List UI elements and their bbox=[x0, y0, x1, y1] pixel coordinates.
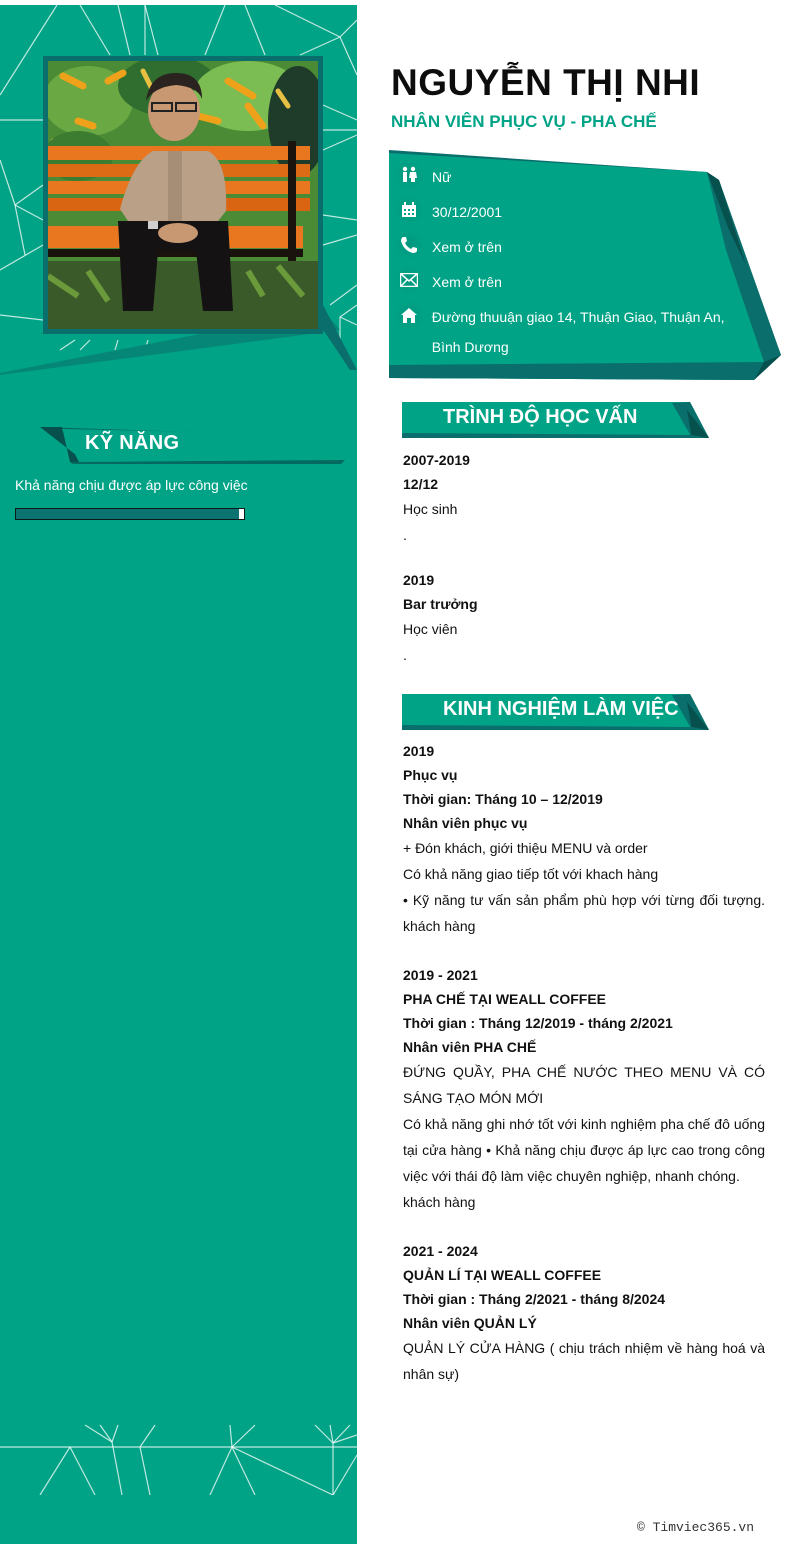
education-entry-2 bbox=[403, 568, 765, 668]
copyright-footer[interactable]: © Timviec365.vn bbox=[637, 1520, 755, 1535]
gender-icon bbox=[394, 160, 424, 190]
photo-illustration bbox=[48, 61, 318, 329]
skill-label: Khả năng chịu được áp lực công việc bbox=[15, 477, 248, 493]
contact-phone bbox=[389, 232, 729, 267]
education-degree: 12/12 bbox=[403, 476, 439, 492]
experience-period: 2021 - 2024 bbox=[403, 1243, 478, 1259]
experience-detail: • Kỹ năng tư vấn sản phẩm phù hợp với từng đối tượng. khách hàng bbox=[403, 892, 765, 934]
phone-icon bbox=[394, 230, 424, 260]
experience-title: KINH NGHIỆM LÀM VIỆC bbox=[443, 698, 679, 720]
profile-photo-frame bbox=[43, 56, 323, 334]
experience-entry-3 bbox=[403, 1239, 765, 1387]
experience-company: QUẢN LÍ TẠI WEALL COFFEE bbox=[403, 1267, 602, 1283]
experience-time: Thời gian : Tháng 12/2019 - tháng 2/2021 bbox=[403, 1015, 673, 1031]
experience-entry-1 bbox=[403, 739, 765, 939]
geometric-pattern-bottom bbox=[0, 1415, 357, 1495]
education-title: TRÌNH ĐỘ HỌC VẤN bbox=[443, 406, 638, 428]
contact-phone-value[interactable]: Xem ở trên bbox=[432, 239, 502, 255]
experience-period: 2019 bbox=[403, 743, 435, 759]
contact-gender bbox=[389, 162, 729, 197]
education-note: . bbox=[403, 527, 407, 543]
experience-period: 2019 - 2021 bbox=[403, 967, 478, 983]
experience-detail: Có khả năng giao tiếp tốt với khach hàng bbox=[403, 866, 659, 882]
experience-position: Nhân viên QUẢN LÝ bbox=[403, 1315, 537, 1331]
experience-entry-2 bbox=[403, 963, 765, 1215]
contact-birthday-value: 30/12/2001 bbox=[432, 204, 503, 220]
experience-position: Nhân viên PHA CHẾ bbox=[403, 1039, 537, 1055]
contact-address-value: Đường thuuận giao 14, Thuận Giao, Thuận An, Bình Dương bbox=[431, 309, 725, 355]
education-role: Học viên bbox=[403, 621, 458, 637]
contact-email-value[interactable]: Xem ở trên bbox=[432, 274, 502, 290]
experience-detail: khách hàng bbox=[403, 1194, 476, 1210]
contact-info-panel bbox=[389, 150, 781, 382]
experience-detail: + Đón khách, giới thiệu MENU và order bbox=[403, 840, 648, 856]
job-title: NHÂN VIÊN PHỤC VỤ - PHA CHẾ bbox=[391, 112, 657, 131]
experience-detail: QUẢN LÝ CỬA HÀNG ( chịu trách nhiệm về hàng hoá và nhân sự) bbox=[403, 1340, 765, 1382]
home-icon bbox=[394, 300, 424, 330]
candidate-name: NGUYỄN THỊ NHI bbox=[391, 62, 701, 103]
mail-icon bbox=[394, 265, 424, 295]
experience-time: Thời gian: Tháng 10 – 12/2019 bbox=[403, 791, 603, 807]
experience-detail: Có khả năng ghi nhớ tốt với kinh nghiệm pha chế đô uống tại cửa hàng • Khả năng chịu được áp lực cao trong công việc với thái độ làm việc chuyên nghiệp, nhanh chóng. bbox=[403, 1116, 765, 1184]
education-entry-1 bbox=[403, 448, 765, 548]
education-banner bbox=[402, 400, 712, 440]
contact-email bbox=[389, 267, 729, 302]
contact-address bbox=[389, 302, 729, 362]
contact-list bbox=[389, 162, 729, 362]
experience-detail: ĐỨNG QUẦY, PHA CHẾ NƯỚC THEO MENU VÀ CÓ SÁNG TẠO MÓN MỚI bbox=[403, 1064, 765, 1106]
education-note: . bbox=[403, 647, 407, 663]
calendar-icon bbox=[394, 195, 424, 225]
skill-level-bar bbox=[15, 508, 245, 520]
education-period: 2019 bbox=[403, 572, 435, 588]
education-period: 2007-2019 bbox=[403, 452, 470, 468]
skill-level-fill bbox=[16, 509, 239, 519]
sidebar-edge bbox=[357, 0, 362, 420]
experience-company: Phục vụ bbox=[403, 767, 458, 783]
profile-photo bbox=[48, 61, 318, 329]
skills-section-title: KỸ NĂNG bbox=[85, 432, 180, 454]
experience-company: PHA CHẾ TẠI WEALL COFFEE bbox=[403, 991, 606, 1007]
contact-birthday bbox=[389, 197, 729, 232]
contact-gender-value: Nữ bbox=[432, 169, 452, 185]
education-role: Học sinh bbox=[403, 501, 458, 517]
experience-banner bbox=[402, 692, 712, 732]
experience-position: Nhân viên phục vụ bbox=[403, 815, 528, 831]
experience-time: Thời gian : Tháng 2/2021 - tháng 8/2024 bbox=[403, 1291, 666, 1307]
education-degree: Bar trưởng bbox=[403, 596, 478, 612]
